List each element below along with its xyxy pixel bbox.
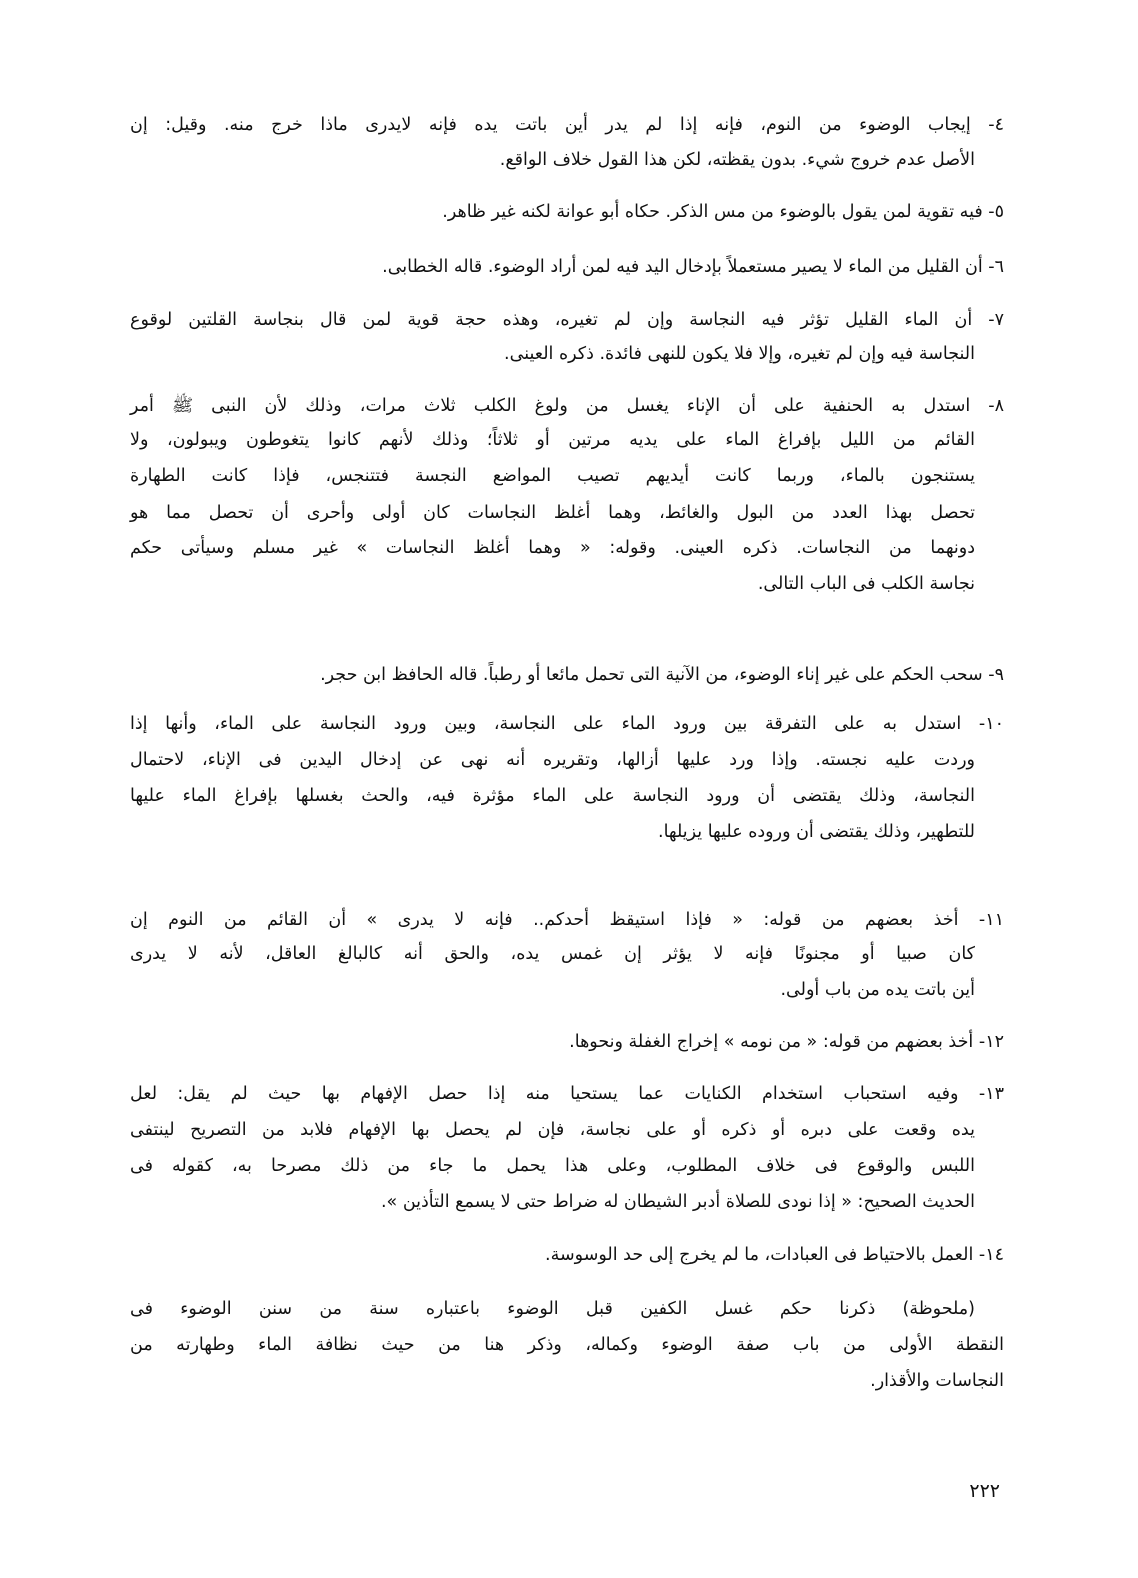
text-line: للتطهير، وذلك يقتضى أن وروده عليها يزيلها. bbox=[658, 822, 975, 842]
text-line: ١٠- استدل به على التفرقة بين ورود الماء على النجاسة، وبين ورود النجاسة على الماء، وأنها إذا bbox=[130, 714, 1004, 734]
text-line: الحديث الصحيح: « إذا نودى للصلاة أدبر الشيطان له ضراط حتى لا يسمع التأذين ». bbox=[380, 1192, 975, 1212]
text-line: اللبس والوقوع فى خلاف المطلوب، وعلى هذا يحمل ما جاء من ذلك مصرحا به، كقوله فى bbox=[130, 1156, 975, 1176]
text-line: ٨- استدل به الحنفية على أن الإناء يغسل من ولوغ الكلب ثلاث مرات، وذلك لأن النبى ﷺ أمر bbox=[130, 396, 1004, 416]
text-line: تحصل بهذا العدد من البول والغائط، وهما أغلظ النجاسات كان أولى وأحرى أن تحصل مما هو bbox=[130, 503, 975, 523]
text-line: القائم من الليل بإفراغ الماء على يديه مرتين أو ثلاثاً؛ وذلك لأنهم كانوا يتغوطون ويبولون، ولا bbox=[130, 430, 975, 450]
text-line: كان صبيا أو مجنونًا فإنه لا يؤثر إن غمس يده، والحق أنه كالبالغ العاقل، لأنه لا يدرى bbox=[130, 944, 975, 964]
text-line: (ملحوظة) ذكرنا حكم غسل الكفين قبل الوضوء باعتباره سنة من سنن الوضوء فى bbox=[130, 1299, 975, 1319]
item-12: ١٢- أخذ بعضهم من قوله: « من نومه » إخراج الغفلة ونحوها. bbox=[569, 1032, 1004, 1052]
text-line: يده وقعت على دبره أو ذكره أو على نجاسة، فإن لم يحصل بها الإفهام فلابد من التصريح لينتفى bbox=[130, 1120, 975, 1140]
item-9: ٩- سحب الحكم على غير إناء الوضوء، من الآنية التى تحمل مائعا أو رطباً. قاله الحافظ ابن حجر. bbox=[320, 665, 1004, 685]
text-line: الأصل عدم خروج شيء. بدون يقظته، لكن هذا القول خلاف الواقع. bbox=[499, 150, 975, 170]
text-line: ١٣- وفيه استحباب استخدام الكنايات عما يستحيا منه إذا حصل الإفهام بها حيث لم يقل: لعل bbox=[130, 1084, 1004, 1104]
text-line: ٧- أن الماء القليل تؤثر فيه النجاسة وإن لم تغيره، وهذه حجة قوية لمن قال بنجاسة القلتين لوقوع bbox=[130, 310, 1004, 330]
page-number: ٢٢٢ bbox=[969, 1480, 1000, 1502]
text-line: يستنجون بالماء، وربما كانت أيديهم تصيب المواضع النجسة فتتنجس، فإذا كانت الطهارة bbox=[130, 466, 975, 486]
text-line: النجاسة، وذلك يقتضى أن ورود النجاسة على الماء مؤثرة فيه، والحث بغسلها بإفراغ الماء عليها bbox=[130, 786, 975, 806]
text-line: أين باتت يده من باب أولى. bbox=[780, 980, 975, 1000]
text-line: ٤- إيجاب الوضوء من النوم، فإنه إذا لم يدر أين باتت يده فإنه لايدرى ماذا خرج منه. وقيل: إن bbox=[130, 115, 1004, 135]
item-14: ١٤- العمل بالاحتياط فى العبادات، ما لم يخرج إلى حد الوسوسة. bbox=[545, 1245, 1004, 1265]
text-line: نجاسة الكلب فى الباب التالى. bbox=[757, 574, 975, 594]
text-line: وردت عليه نجسته. وإذا ورد عليها أزالها، وتقريره أنه نهى عن إدخال اليدين فى الإناء، لاحتمال bbox=[130, 750, 975, 770]
text-line: دونهما من النجاسات. ذكره العينى. وقوله: « وهما أغلظ النجاسات » غير مسلم وسيأتى حكم bbox=[130, 538, 975, 558]
item-5: ٥- فيه تقوية لمن يقول بالوضوء من مس الذكر. حكاه أبو عوانة لكنه غير ظاهر. bbox=[442, 202, 1004, 222]
item-6: ٦- أن القليل من الماء لا يصير مستعملاً بإدخال اليد فيه لمن أراد الوضوء. قاله الخطابى. bbox=[382, 257, 1004, 277]
text-line: ١١- أخذ بعضهم من قوله: « فإذا استيقظ أحدكم.. فإنه لا يدرى » أن القائم من النوم إن bbox=[130, 910, 1004, 930]
text-line: النجاسات والأقذار. bbox=[870, 1371, 1004, 1391]
text-line: النجاسة فيه وإن لم تغيره، وإلا فلا يكون للنهى فائدة. ذكره العينى. bbox=[504, 344, 975, 364]
text-line: النقطة الأولى من باب صفة الوضوء وكماله، وذكر هنا من حيث نظافة الماء وطهارته من bbox=[130, 1335, 1004, 1355]
